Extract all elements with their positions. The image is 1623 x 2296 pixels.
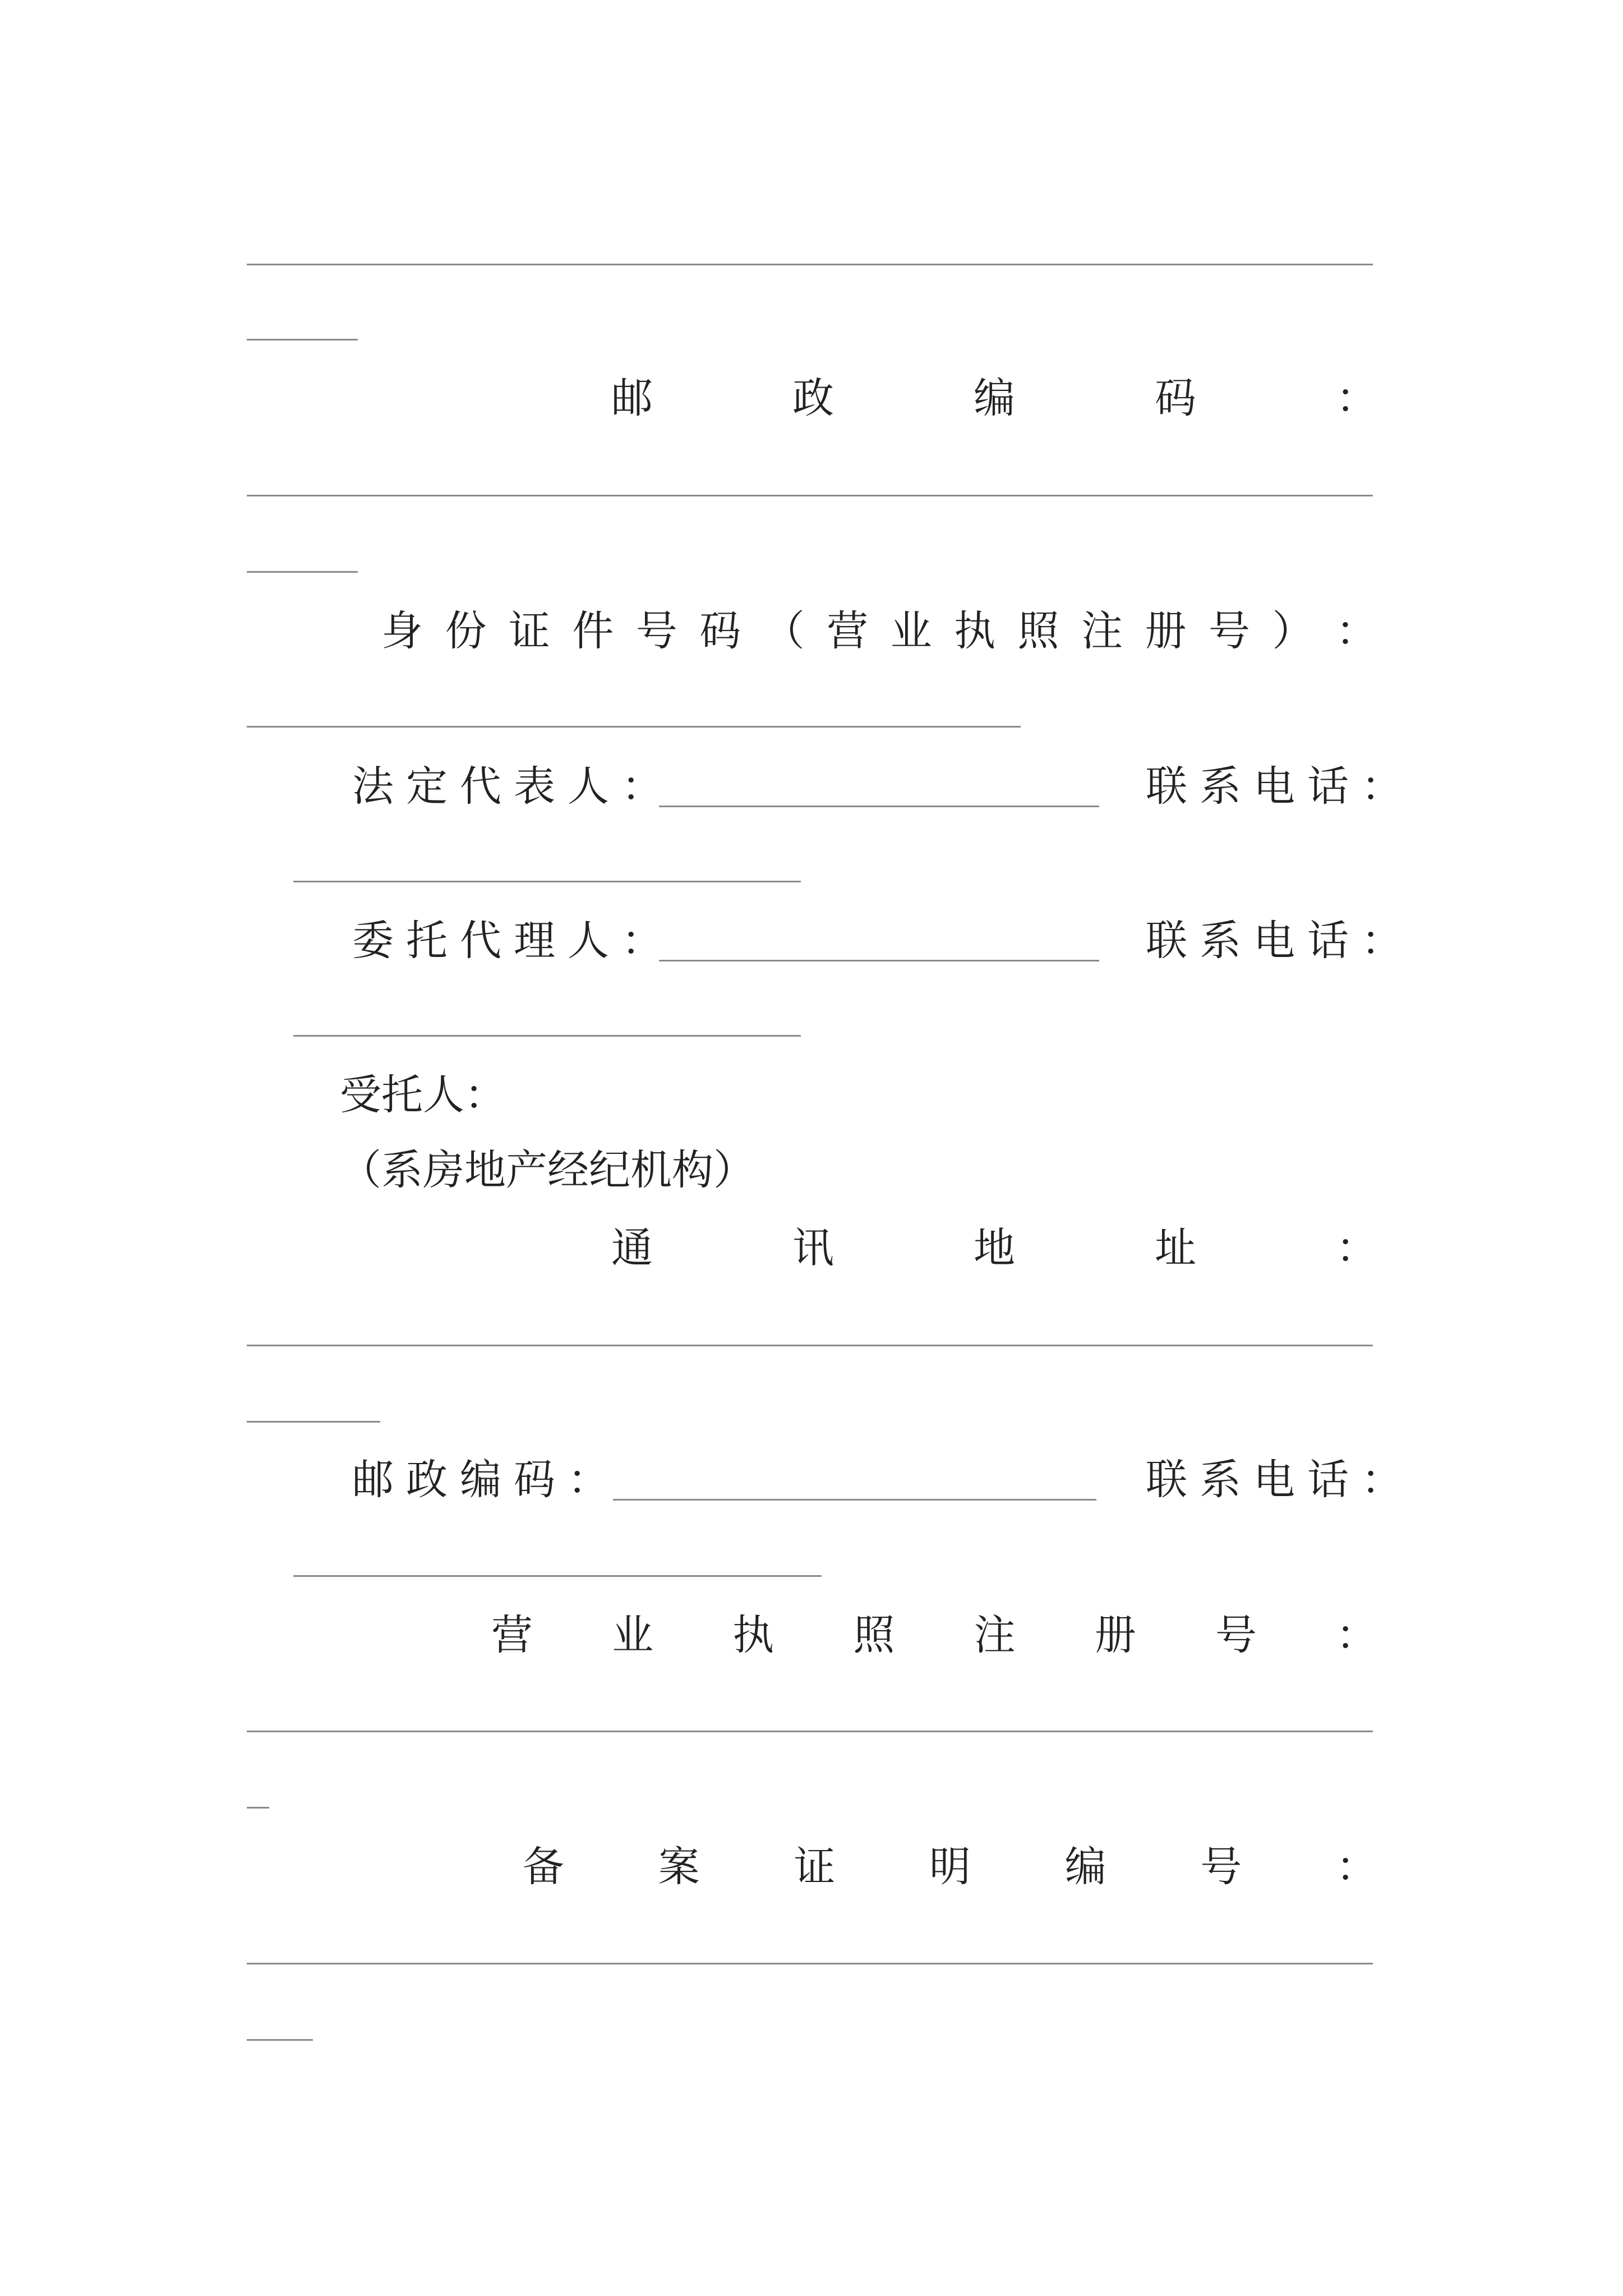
- char: 政: [792, 374, 834, 422]
- address-label: [611, 1220, 1377, 1276]
- char: 执: [732, 1611, 774, 1659]
- char: 册: [1094, 1611, 1136, 1659]
- trustee-phone-field[interactable]: [293, 1575, 822, 1577]
- char: （: [763, 607, 805, 655]
- char: 明: [929, 1843, 971, 1891]
- char: 证: [794, 1843, 836, 1891]
- blank-line: [247, 1731, 1373, 1732]
- char: 注: [974, 1611, 1016, 1659]
- record-number-label: [523, 1839, 1377, 1895]
- blank-line: [247, 1345, 1373, 1346]
- char: 号: [1200, 1843, 1242, 1891]
- agent-phone-field[interactable]: [293, 1035, 801, 1037]
- blank-line: [247, 264, 1373, 265]
- char: 通: [611, 1224, 653, 1272]
- trustee-postal-label: 邮政编码：: [352, 1456, 621, 1504]
- agent-phone-label: 联系电话：: [1146, 917, 1415, 965]
- char: 址: [1155, 1224, 1196, 1272]
- char: ：: [1335, 607, 1377, 655]
- legal-rep-field[interactable]: [659, 806, 1099, 807]
- char: 业: [890, 607, 932, 655]
- char: ：: [1335, 1843, 1377, 1891]
- agent-label: 委托代理人：: [352, 917, 675, 965]
- blank-line: [247, 2039, 313, 2041]
- char: 编: [974, 374, 1015, 422]
- char: 件: [572, 607, 614, 655]
- char: 备: [523, 1843, 564, 1891]
- blank-line: [247, 1963, 1373, 1964]
- char: 照: [853, 1611, 895, 1659]
- trustee-phone-label: 联系电话：: [1146, 1456, 1415, 1504]
- blank-line: [247, 495, 1373, 496]
- char: 号: [635, 607, 677, 655]
- char: 案: [658, 1843, 700, 1891]
- char: 身: [381, 607, 423, 655]
- char: 证: [508, 607, 550, 655]
- char: ）: [1272, 607, 1314, 655]
- blank-line: [247, 1421, 380, 1423]
- blank-line: [247, 571, 358, 573]
- char: 营: [491, 1611, 533, 1659]
- char: ：: [1336, 374, 1377, 422]
- char: 执: [954, 607, 996, 655]
- char: 营: [827, 607, 869, 655]
- postal-code-label: [611, 370, 1377, 426]
- char: 编: [1064, 1843, 1106, 1891]
- license-number-label: [491, 1607, 1377, 1663]
- char: 注: [1081, 607, 1123, 655]
- legal-rep-phone-label: 联系电话：: [1146, 762, 1415, 811]
- char: 份: [445, 607, 487, 655]
- char: 码: [1155, 374, 1196, 422]
- char: 码: [699, 607, 741, 655]
- char: 册: [1145, 607, 1187, 655]
- blank-line: [247, 1807, 269, 1809]
- trustee-postal-field[interactable]: [613, 1499, 1096, 1501]
- trustee-label: 受托人：: [340, 1071, 506, 1119]
- char: 讯: [792, 1224, 834, 1272]
- char: 号: [1215, 1611, 1257, 1659]
- trustee-note: （系房地产经纪机构）: [340, 1146, 755, 1194]
- blank-line: [247, 726, 1021, 728]
- char: 业: [612, 1611, 654, 1659]
- id-number-label: [381, 603, 1377, 659]
- char: 照: [1017, 607, 1059, 655]
- legal-rep-phone-field[interactable]: [293, 881, 801, 882]
- char: 号: [1208, 607, 1250, 655]
- char: 邮: [611, 374, 653, 422]
- char: ：: [1336, 1224, 1377, 1272]
- agent-field[interactable]: [659, 960, 1099, 961]
- legal-rep-label: 法定代表人：: [352, 762, 675, 811]
- char: ：: [1335, 1611, 1377, 1659]
- char: 地: [974, 1224, 1015, 1272]
- blank-line: [247, 339, 358, 341]
